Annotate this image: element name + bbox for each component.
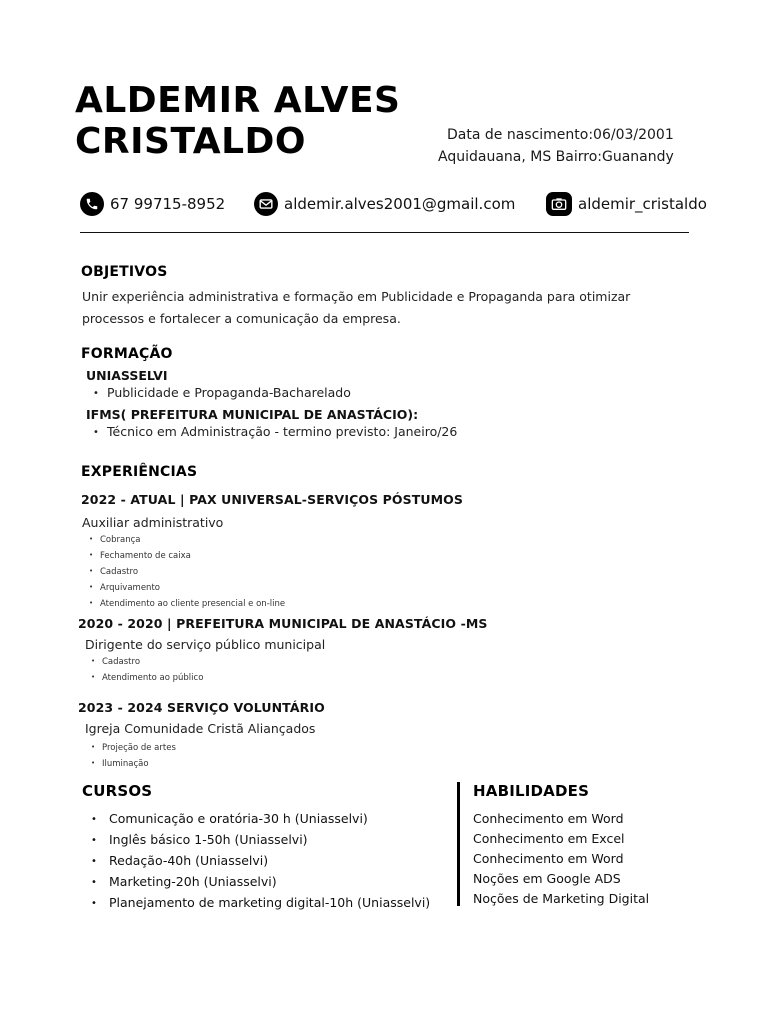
experience-role: Auxiliar administrativo (82, 515, 224, 530)
education-institution: UNIASSELVI (86, 368, 168, 383)
section-title-formacao: FORMAÇÃO (81, 346, 173, 362)
courses-list (91, 809, 430, 914)
experience-heading: 2020 - 2020 | PREFEITURA MUNICIPAL DE ANASTÁCIO -MS (78, 616, 488, 631)
objective-line-2: processos e fortalecer a comunicação da empresa. (82, 311, 401, 326)
objective-line-1: Unir experiência administrativa e formação em Publicidade e Propaganda para otimizar (82, 289, 631, 304)
list-item: Noções em Google ADS (473, 871, 621, 886)
phone-number: 67 99715-8952 (110, 195, 226, 213)
name-line-1: ALDEMIR ALVES (75, 80, 401, 121)
birth-date: Data de nascimento:06/03/2001 (447, 127, 674, 143)
list-item: • Inglês básico 1-50h (Uniasselvi) (91, 830, 430, 851)
list-item: • Atendimento ao público (91, 670, 203, 686)
experience-tasks (91, 654, 203, 686)
experience-role: Igreja Comunidade Cristã Aliançados (85, 721, 316, 736)
instagram-handle: aldemir_cristaldo (578, 195, 707, 213)
section-title-experiencias: EXPERIÊNCIAS (81, 464, 198, 480)
experience-role: Dirigente do serviço público municipal (85, 637, 326, 652)
experience-heading: 2023 - 2024 SERVIÇO VOLUNTÁRIO (78, 700, 325, 715)
list-item: Conhecimento em Excel (473, 831, 625, 846)
address: Aquidauana, MS Bairro:Guanandy (438, 149, 674, 165)
section-title-habilidades: HABILIDADES (473, 782, 590, 800)
list-item: • Cadastro (89, 564, 285, 580)
email-address: aldemir.alves2001@gmail.com (284, 195, 516, 213)
list-item: • Cadastro (91, 654, 203, 670)
list-item: • Atendimento ao cliente presencial e on-line (89, 596, 285, 612)
name-line-2: CRISTALDO (75, 121, 307, 162)
list-item: Noções de Marketing Digital (473, 891, 650, 906)
list-item: Conhecimento em Word (473, 811, 624, 826)
contact-email[interactable] (254, 192, 515, 216)
phone-icon (80, 192, 104, 216)
mail-icon (254, 192, 278, 216)
list-item: • Comunicação e oratória-30 h (Uniasselvi) (91, 809, 430, 830)
list-item: • Cobrança (89, 532, 285, 548)
list-item: • Iluminação (91, 756, 176, 772)
column-divider (457, 782, 460, 906)
education-institution: IFMS( PREFEITURA MUNICIPAL DE ANASTÁCIO): (86, 407, 419, 422)
list-item: • Marketing-20h (Uniasselvi) (91, 872, 430, 893)
education-course: • Técnico em Administração - termino previsto: Janeiro/26 (93, 424, 457, 439)
list-item: • Arquivamento (89, 580, 285, 596)
education-course: • Publicidade e Propaganda-Bacharelado (93, 385, 351, 400)
section-title-cursos: CURSOS (82, 782, 153, 800)
experience-tasks (91, 740, 176, 772)
experience-heading: 2022 - ATUAL | PAX UNIVERSAL-SERVIÇOS PÓSTUMOS (81, 492, 463, 507)
divider (80, 232, 689, 233)
section-title-objetivos: OBJETIVOS (81, 264, 168, 280)
list-item: Conhecimento em Word (473, 851, 624, 866)
contact-instagram[interactable] (546, 192, 707, 216)
contact-phone[interactable] (80, 192, 225, 216)
skills-list (473, 809, 649, 909)
camera-icon (546, 192, 572, 216)
list-item: • Projeção de artes (91, 740, 176, 756)
list-item: • Fechamento de caixa (89, 548, 285, 564)
list-item: • Planejamento de marketing digital-10h (Uniasselvi) (91, 893, 430, 914)
experience-tasks (89, 532, 285, 612)
list-item: • Redação-40h (Uniasselvi) (91, 851, 430, 872)
